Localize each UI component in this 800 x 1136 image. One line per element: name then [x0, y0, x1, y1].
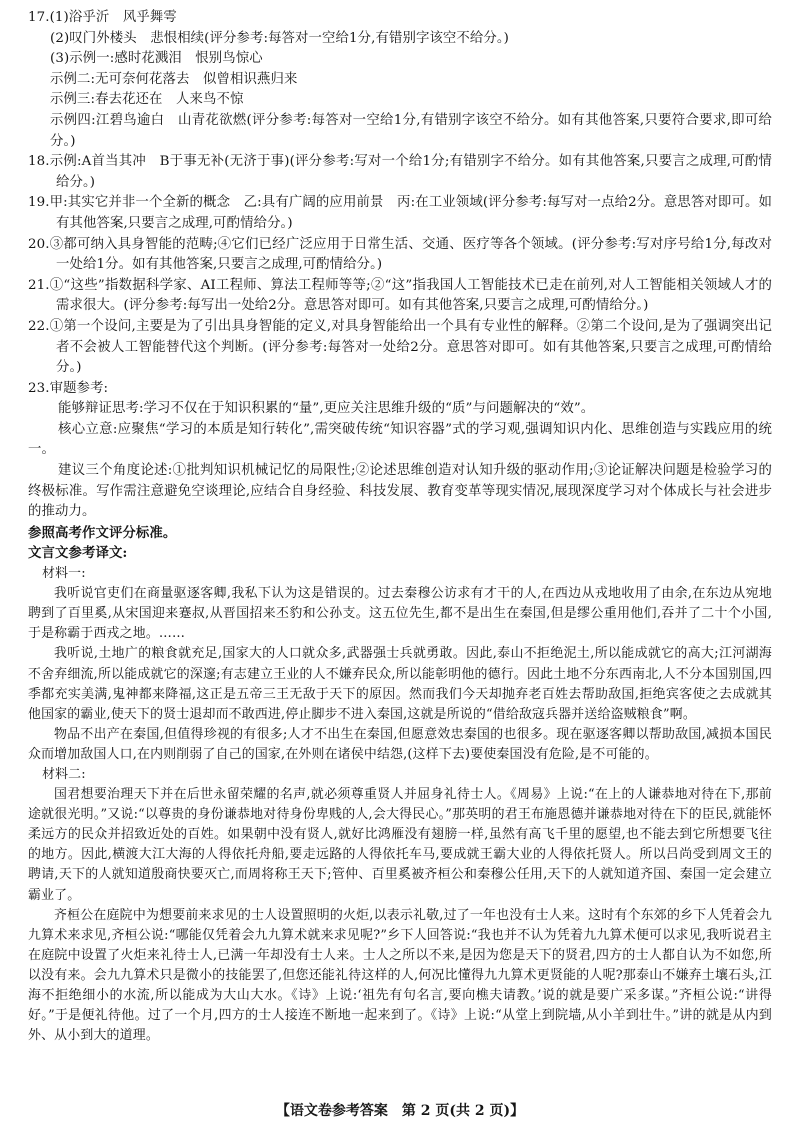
answer-paragraph: 核心立意:应聚焦“学习的本质是知行转化”,需突破传统“知识容器”式的学习观,强调知识内化、思维创造与实践应用的统一。: [28, 421, 772, 458]
answer-section: [28, 8, 772, 564]
translation-section: [28, 564, 772, 1046]
answer-paragraph: 示例四:江碧鸟逾白 山青花欲燃(评分参考:每答对一空给1分,有错别字该空不给分。如有其他答案,只要符合要求,即可给分。): [50, 112, 772, 149]
translation-paragraph: 材料一:: [42, 566, 86, 582]
answer-paragraph: 23.审题参考:: [28, 380, 109, 396]
answer-paragraph: (2)叹门外楼头 悲恨相续(评分参考:每答对一空给1分,有错别字该空不给分。): [50, 30, 510, 46]
translation-paragraph: 材料二:: [42, 766, 86, 782]
translation-paragraph: 物品不出产在秦国,但值得珍视的有很多;人才不出生在秦国,但愿意效忠秦国的也很多。现在驱逐客卿以帮助敌国,减损本国民众而增加敌国人口,在内则削弱了自己的国家,在外则在诸侯中结怨,(这样下去)要使秦国没有危险,是不可能的。: [28, 726, 772, 762]
answer-paragraph: 17.(1)浴乎沂 风乎舞雩: [28, 10, 177, 25]
answer-paragraph: 能够辩证思考:学习不仅在于知识积累的“量”,更应关注思维升级的“质”与问题解决的“效”。: [58, 401, 595, 417]
answer-paragraph: 21.①“这些”指数据科学家、AI工程师、算法工程师等等;②“这”指我国人工智能技术已走在前列,对人工智能相关领域人才的需求很大。(评分参考:每写出一处给2分。意思答对即可。如有其他答案,只要言之成理,可酌情给分。): [28, 277, 772, 314]
translation-paragraph: 国君想要治理天下并在后世永留荣耀的名声,就必须尊重贤人并屈身礼待士人。《周易》上说:“在上的人谦恭地对待在下,那前途就很光明。”又说:“以尊贵的身份谦恭地对待身份卑贱的人,会大得民心。”那英明的君王布施恩德并谦恭地对待在下的臣民,就能怀柔远方的民众并招致近处的百姓。如果朝中没有贤人,就好比鸿雁没有翅膀一样,虽然有高飞千里的愿望,也不能去到它所想要飞往的地方。因此,横渡大江大海的人得依托舟船,要走远路的人得依托车马,要成就王霸大业的人得依托贤人。所以吕尚受到周文王的聘请,天下的人就知道殷商快要灭亡,而周将称王天下;管仲、百里奚被齐桓公和秦穆公任用,天下的人就知道齐国、秦国一定会建立霸业了。: [28, 787, 772, 903]
translation-paragraph: 我听说官吏们在商量驱逐客卿,我私下认为这是错误的。过去秦穆公访求有才干的人,在西边从戎地收用了由余,在东边从宛地聘到了百里奚,从宋国迎来蹇叔,从晋国招来丕豹和公孙支。这五位先生,都不是出生在秦国,但是缪公重用他们,吞并了二十个小国,于是称霸于西戎之地。……: [28, 586, 772, 642]
answer-paragraph: 22.①第一个设问,主要是为了引出具身智能的定义,对具身智能给出一个具有专业性的解释。②第二个设问,是为了强调突出记者不会被人工智能替代这个判断。(评分参考:每答对一处给2分。意思答对即可。如有其他答案,只要言之成理,可酌情给分。): [28, 318, 772, 376]
answer-paragraph: 示例二:无可奈何花落去 似曾相识燕归来: [50, 71, 298, 87]
answer-paragraph: 18.示例:A首当其冲 B于事无补(无济于事)(评分参考:写对一个给1分;有错别字不给分。如有其他答案,只要言之成理,可酌情给分。): [28, 154, 772, 190]
page-footer: 【语文卷参考答案 第 2 页(共 2 页)】: [275, 1103, 525, 1119]
answer-paragraph: 20.③都可纳入具身智能的范畴;④它们已经广泛应用于日常生活、交通、医疗等各个领域。(评分参考:写对序号给1分,每改对一处给1分。如有其他答案,只要言之成理,可酌情给分。): [28, 236, 772, 273]
answer-paragraph: 示例三:春去花还在 人来鸟不惊: [50, 92, 244, 108]
translation-paragraph: 齐桓公在庭院中为想要前来求见的士人设置照明的火炬,以表示礼敬,过了一年也没有士人来。这时有个东郊的乡下人凭着会九九算术来求见,齐桓公说:“哪能仅凭着会九九算术就来求见呢?”乡下人回答说:“我也并不认为凭着九九算术便可以求见,我听说君主在庭院中设置了火炬来礼待士人,已满一年却没有士人来。士人之所以不来,是因为您是天下的贤君,四方的士人都自认为不如您,所以没有来。会九九算术只是微小的技能罢了,但您还能礼待这样的人,何况比懂得九九算术更贤能的人呢?那泰山不嫌弃土壤石头,江海不拒绝细小的水流,所以能成为大山大水。《诗》上说:‘祖先有句名言,要向樵夫请教。’说的就是要广采多谋。”齐桓公说:“讲得好。”于是便礼待他。过了一个月,四方的士人接连不断地一起来到了。《诗》上说:“从堂上到院墙,从小羊到壮牛。”讲的就是从内到外、从小到大的道理。: [28, 907, 772, 1044]
answer-paragraph: 19.甲:其实它并非一个全新的概念 乙:具有广阔的应用前景 丙:在工业领域(评分参考:每写对一点给2分。意思答对即可。如有其他答案,只要言之成理,可酌情给分。): [28, 195, 772, 231]
answer-paragraph: (3)示例一:感时花溅泪 恨别鸟惊心: [50, 51, 263, 67]
translation-paragraph: 我听说,土地广的粮食就充足,国家大的人口就众多,武器强士兵就勇敢。因此,泰山不拒绝泥土,所以能成就它的高大;江河湖海不舍弃细流,所以能成就它的深邃;有志建立王业的人不嫌弃民众,所以能彰明他的德行。因此土地不分东西南北,人不分本国别国,四季都充实美满,鬼神都来降福,这正是五帝三王无敌于天下的原因。然而我们今天却抛弃老百姓去帮助敌国,拒绝宾客使之去成就其他国家的霸业,使天下的贤士退却而不敢西进,停止脚步不进入秦国,这就是所说的“借给敌寇兵器并送给盗贼粮食”啊。: [28, 646, 772, 722]
answer-paragraph: 文言文参考译文:: [28, 545, 128, 562]
answer-paragraph: 参照高考作文评分标准。: [28, 524, 177, 541]
answer-paragraph: 建议三个角度论述:①批判知识机械记忆的局限性;②论述思维创造对认知升级的驱动作用;③论证解决问题是检验学习的终极标准。写作需注意避免空谈理论,应结合自身经验、科技发展、教育变革等现实情况,展现深度学习对个体成长与社会进步的推动力。: [28, 463, 772, 520]
